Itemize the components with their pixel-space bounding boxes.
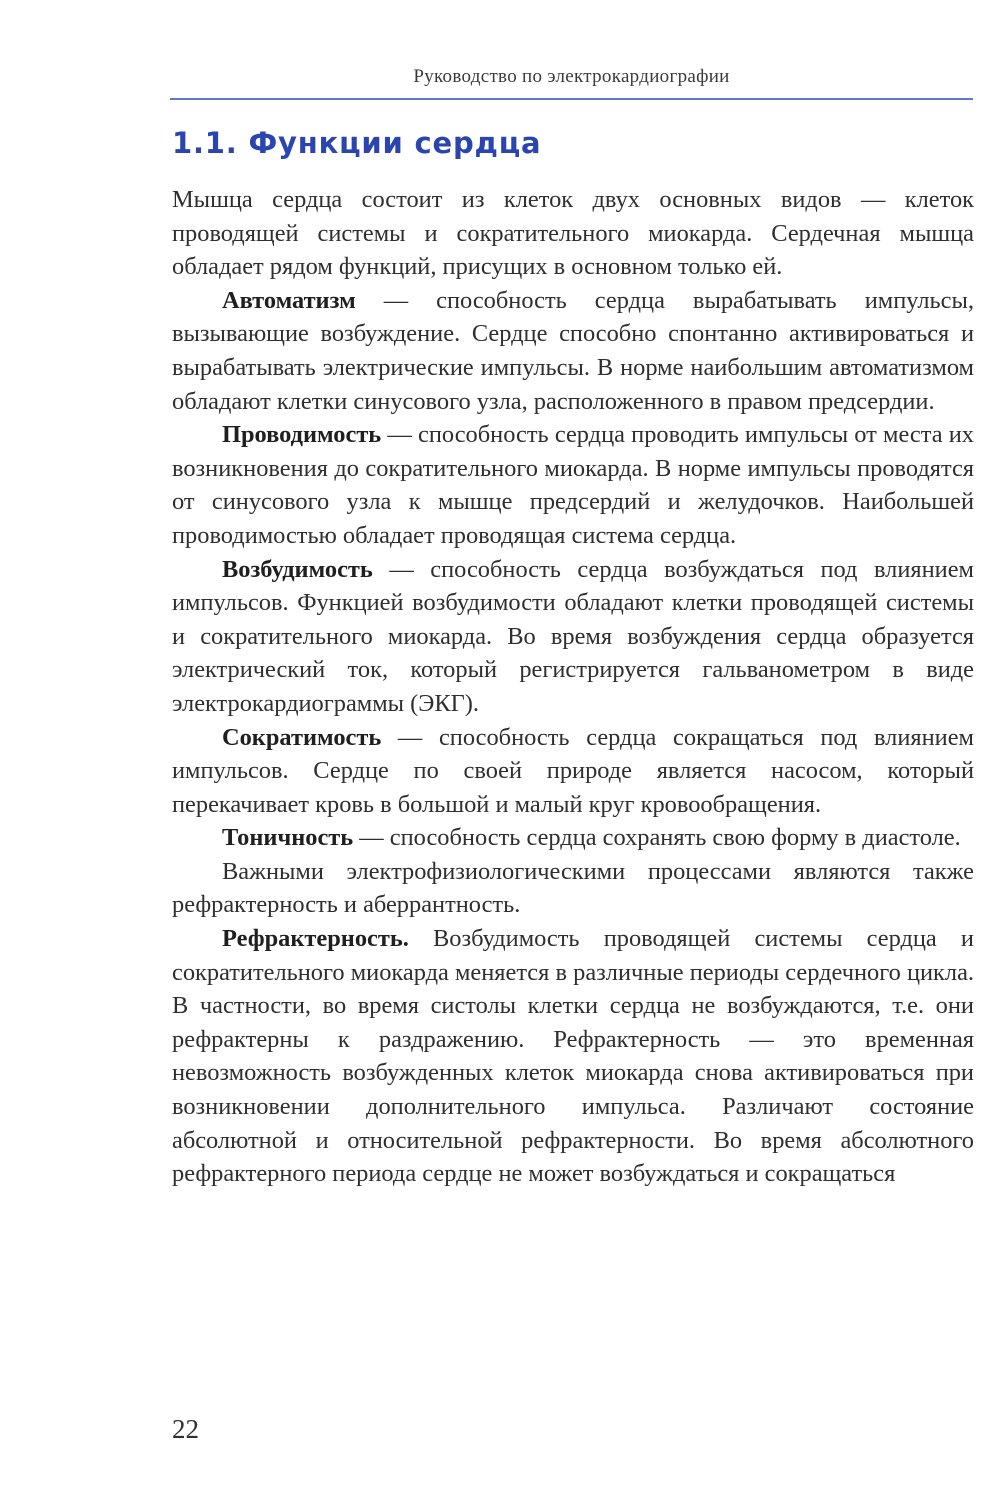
- term-excitability: Возбудимость: [222, 555, 373, 583]
- term-conductivity: Проводимость: [222, 421, 382, 449]
- paragraph-tonicity: [172, 821, 974, 855]
- paragraph-contractility: [172, 721, 974, 822]
- paragraph-refractoriness: [172, 922, 974, 1191]
- definition-conductivity: — способность сердца проводить импульсы от места их возникновения до сократительного миокарда. В норме импульсы проводятся от синусового узла к мышце предсердий и желудочков. Наибольшей проводимостью обладает проводящая система сердца.: [172, 421, 974, 549]
- header-divider: [170, 98, 973, 100]
- term-refractoriness: Рефрактерность.: [222, 925, 409, 953]
- term-tonicity: Тоничность: [222, 824, 354, 852]
- definition-excitability: — способность сердца возбуждаться под влиянием импульсов. Функцией возбудимости обладают клетки проводящей системы и сократительного миокарда. Во время возбуждения сердца образуется электрический ток, который регистрируется гальванометром в виде электрокардиограммы (ЭКГ).: [172, 555, 974, 717]
- definition-contractility: — способность сердца сокращаться под влиянием импульсов. Сердце по своей природе является насосом, который перекачивает кровь в большой и малый круг кровообращения.: [172, 723, 974, 818]
- definition-refractoriness: Возбудимость проводящей системы сердца и сократительного миокарда меняется в различные периоды сердечного цикла. В частности, во время систолы клетки сердца не возбуждаются, т.е. они рефрактерны к раздражению. Рефрактерность — это временная невозможность возбужденных клеток миокарда снова активироваться при возникновении дополнительного импульса. Различают состояние абсолютной и относительной рефрактерности. Во время абсолютного рефрактерного периода сердце не может возбуждаться и сокращаться: [172, 925, 974, 1188]
- term-contractility: Сократимость: [222, 723, 382, 751]
- paragraph-conductivity: [172, 418, 974, 552]
- paragraph-important: Важными электрофизиологическими процессами являются также рефрактерность и аберрантность.: [172, 857, 974, 919]
- definition-tonicity: — способность сердца сохранять свою форму в диастоле.: [353, 824, 961, 852]
- section-title: 1.1. Функции сердца: [172, 126, 542, 160]
- paragraph-intro: Мышца сердца состоит из клеток двух основных видов — клеток проводящей системы и сократительного миокарда. Сердечная мышца обладает рядом функций, присущих в основном только ей.: [172, 186, 974, 281]
- paragraph-automatism: [172, 284, 974, 418]
- term-automatism: Автоматизм: [222, 286, 356, 314]
- paragraph-excitability: [172, 553, 974, 721]
- definition-automatism: — способность сердца вырабатывать импульсы, вызывающие возбуждение. Сердце способно спонтанно активироваться и вырабатывать электрические импульсы. В норме наибольшим автоматизмом обладают клетки синусового узла, расположенного в правом предсердии.: [172, 286, 974, 415]
- page-number: 22: [172, 1414, 199, 1444]
- body-text: [172, 183, 974, 1191]
- running-header: Руководство по электрокардиографии: [413, 66, 730, 87]
